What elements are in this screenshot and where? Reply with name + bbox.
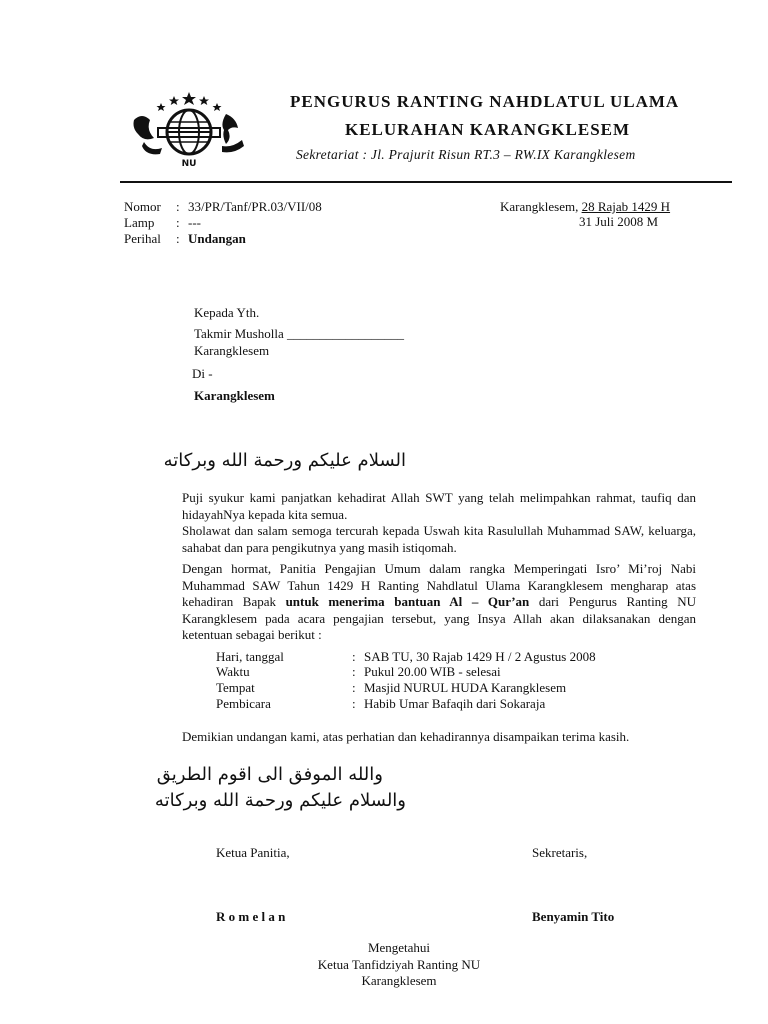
recipient-city: Karangklesem: [194, 388, 275, 403]
schedule-row-speaker: Pembicara : Habib Umar Bafaqih dari Sokaraja: [216, 696, 546, 711]
place-date: [500, 199, 670, 215]
schedule-label: Pembicara: [216, 696, 271, 711]
header-divider: [120, 181, 732, 183]
schedule-label: Hari, tanggal: [216, 649, 284, 664]
nu-logo: [130, 90, 248, 170]
salam-opening: السلام عليكم ورحمة الله وبركاته: [163, 450, 406, 471]
signature-left-name: R o m e l a n: [216, 909, 286, 924]
schedule-label: Tempat: [216, 680, 255, 695]
recipient-kepada: Kepada Yth.: [194, 305, 260, 320]
recipient-kelurahan: Karangklesem: [194, 343, 270, 358]
schedule-row-date: Hari, tanggal : SAB TU, 30 Rajab 1429 H / 2 Agustus 2008: [216, 649, 596, 664]
invitation-text-b: dari Pengurus Ranting NU Karangklesem pada acara pengajian tersebut, yang Insya Allah akan dilaksanakan dengan ketentuan sebagai berikut :: [182, 594, 696, 642]
perihal-row: Perihal : Undangan: [124, 231, 246, 246]
perihal-value: Undangan: [188, 231, 246, 246]
schedule-label: Waktu: [216, 664, 250, 679]
nomor-label: Nomor: [124, 199, 161, 214]
lamp-value: ---: [188, 215, 201, 230]
gregorian-date: 31 Juli 2008 M: [579, 214, 659, 229]
sholawat-text: Sholawat dan salam semoga tercurah kepada Uswah kita Rasulullah Muhammad SAW, keluarga, sahabat dan para pengikutnya yang masih istiqomah.: [182, 523, 696, 555]
lamp-label: Lamp: [124, 215, 155, 230]
arabic-closing-line2: والسلام عليكم ورحمة الله وبركاته: [154, 790, 406, 811]
closing-text: Demikian undangan kami, atas perhatian dan kehadirannya disampaikan terima kasih.: [182, 729, 630, 744]
praise-text: Puji syukur kami panjatkan kehadirat Allah SWT yang telah melimpahkan rahmat, taufiq dan hidayahNya kepada kita semua.: [182, 490, 696, 522]
schedule-value: Pukul 20.00 WIB - selesai: [364, 664, 501, 679]
signature-left-title: Ketua Panitia,: [216, 845, 290, 860]
org-name: PENGURUS RANTING NAHDLATUL ULAMA: [290, 92, 680, 111]
nomor-row: Nomor : 33/PR/Tanf/PR.03/VII/08: [124, 199, 322, 214]
org-address: Sekretariat : Jl. Prajurit Risun RT.3 – RW.IX Karangklesem: [296, 147, 636, 162]
perihal-label: Perihal: [124, 231, 161, 246]
logo-text: NU: [181, 159, 197, 169]
schedule-value: Masjid NURUL HUDA Karangklesem: [364, 680, 567, 695]
signature-right-name: Benyamin Tito: [532, 909, 615, 924]
recipient-takmir: Takmir Musholla __________________: [194, 326, 404, 341]
hijri-date: 28 Rajab 1429 H: [581, 199, 671, 214]
nomor-value: 33/PR/Tanf/PR.03/VII/08: [188, 199, 322, 214]
footer-location: Karangklesem: [361, 973, 437, 988]
lamp-row: Lamp : ---: [124, 215, 201, 230]
signature-right-title: Sekretaris,: [532, 845, 588, 860]
paragraph-praise: [182, 490, 696, 523]
schedule-row-time: Waktu : Pukul 20.00 WIB - selesai: [216, 664, 501, 679]
footer-ketua: Ketua Tanfidziyah Ranting NU: [317, 957, 481, 972]
recipient-di: Di -: [192, 366, 213, 381]
invitation-text-bold: untuk menerima bantuan Al – Qur’an: [285, 594, 530, 609]
org-subname: KELURAHAN KARANGKLESEM: [345, 120, 631, 139]
schedule-value: SAB TU, 30 Rajab 1429 H / 2 Agustus 2008: [364, 649, 596, 664]
footer-mengetahui: Mengetahui: [367, 940, 431, 955]
paragraph-sholawat: [182, 523, 696, 556]
paragraph-invitation: [182, 561, 696, 644]
invitation-text-a: Dengan hormat, Panitia Pengajian Umum dalam rangka Memperingati Isro’ Mi’roj Nabi Muhammad SAW Tahun 1429 H Ranting Nahdlatul Ulama Karangklesem mengharap atas kehadiran Bapak: [182, 561, 696, 609]
schedule-value: Habib Umar Bafaqih dari Sokaraja: [364, 696, 546, 711]
schedule-row-place: Tempat : Masjid NURUL HUDA Karangklesem: [216, 680, 567, 695]
arabic-closing-line1: والله الموفق الى اقوم الطريق: [156, 764, 383, 785]
place-date-prefix: Karangklesem,: [500, 199, 579, 214]
